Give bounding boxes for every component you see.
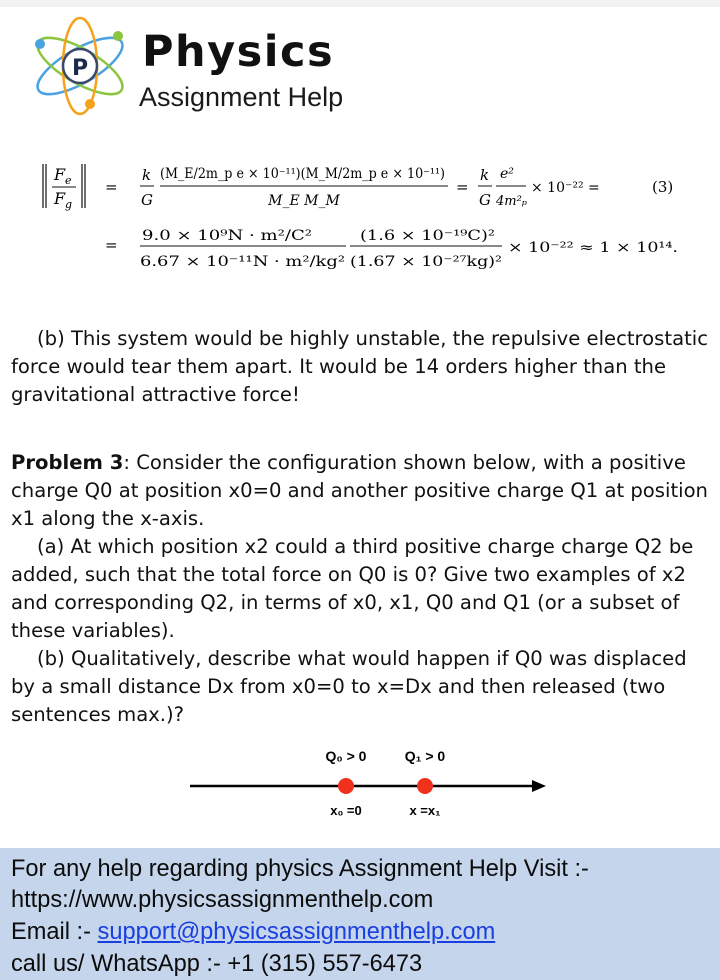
svg-text:=: = bbox=[105, 178, 118, 196]
logo-letter: P bbox=[71, 56, 89, 81]
lhs-numerator-sub: e bbox=[65, 174, 72, 187]
svg-text:e²: e² bbox=[500, 166, 514, 182]
q0-label: Q₀ > 0 bbox=[325, 748, 367, 764]
row2-frac1-denominator: 6.67 × 10⁻¹¹N · m²/kg² bbox=[140, 254, 345, 270]
part-b-paragraph bbox=[11, 325, 711, 409]
email-label: Email :- bbox=[11, 919, 98, 945]
email-link[interactable]: support@physicsassignmenthelp.com bbox=[97, 919, 496, 945]
problem3-part-b-paragraph bbox=[11, 645, 711, 729]
row1-denominator: M_E M_M bbox=[268, 193, 340, 209]
problem3-part-a: (a) At which position x2 could a third positive charge charge Q2 be added, such that the total force on Q0 is 0? Give two examples of x2 and corresponding Q2, in terms of x0, x1, Q0 and Q1 (or a subset of these variables). bbox=[11, 535, 694, 642]
svg-text:=: = bbox=[456, 178, 469, 196]
brand-subtitle: Assignment Help bbox=[139, 82, 344, 112]
q1-label: Q₁ > 0 bbox=[404, 748, 446, 764]
atom-logo-icon bbox=[28, 14, 132, 118]
charge-diagram bbox=[180, 740, 560, 830]
lhs-denominator: F bbox=[54, 189, 66, 208]
svg-text:=: = bbox=[105, 236, 118, 254]
row1-numerator: (M_E/2m_p e × 10⁻¹¹)(M_M/2m_p e × 10⁻¹¹) bbox=[160, 166, 445, 182]
footer-phone-line: call us/ WhatsApp :- +1 (315) 557-6473 bbox=[11, 951, 423, 977]
svg-text:4m²ₚ: 4m²ₚ bbox=[496, 194, 528, 209]
row2-frac2-numerator: (1.6 × 10⁻¹⁹C)² bbox=[360, 228, 495, 244]
x0-label: x₀ =0 bbox=[330, 803, 362, 818]
row2-result: × 10⁻²² ≈ 1 × 10¹⁴. bbox=[508, 240, 678, 256]
row2-frac2-denominator: (1.67 × 10⁻²⁷kg)² bbox=[350, 254, 502, 270]
problem3-label: Problem 3 bbox=[11, 451, 124, 474]
x1-label: x =x₁ bbox=[409, 803, 441, 818]
svg-text:G: G bbox=[479, 191, 491, 209]
row1-result: × 10⁻²² = bbox=[531, 180, 600, 196]
lhs-numerator: F bbox=[54, 165, 66, 184]
footer-contact-banner bbox=[0, 848, 720, 980]
footer-email-line bbox=[11, 919, 495, 946]
x-axis-arrow-icon bbox=[532, 780, 546, 792]
brand-title: Physics bbox=[142, 27, 335, 77]
footer-help-line: For any help regarding physics Assignment Help Visit :- bbox=[11, 856, 589, 882]
problem3-part-a-paragraph bbox=[11, 533, 711, 645]
problem3-intro: : Consider the configuration shown below, with a positive charge Q0 at position x0=0 and another positive charge Q1 at position x1 along the x-axis. bbox=[11, 451, 708, 530]
footer-website[interactable]: https://www.physicsassignmenthelp.com bbox=[11, 887, 434, 913]
problem3-intro-paragraph bbox=[11, 449, 711, 533]
k-constant: k bbox=[142, 166, 152, 184]
q0-charge-dot bbox=[338, 778, 354, 794]
g-constant: G bbox=[141, 191, 153, 209]
equation-block bbox=[40, 142, 710, 282]
q1-charge-dot bbox=[417, 778, 433, 794]
svg-text:k: k bbox=[480, 166, 490, 184]
problem3-part-b: (b) Qualitatively, describe what would happen if Q0 was displaced by a small distance Dx from x0=0 to x=Dx and then released (two sentences max.)? bbox=[11, 647, 687, 726]
part-b-text: (b) This system would be highly unstable, the repulsive electrostatic force would tear them apart. It would be 14 orders higher than the gravitational attractive force! bbox=[11, 327, 708, 406]
row2-frac1-numerator: 9.0 × 10⁹N · m²/C² bbox=[142, 228, 312, 244]
top-strip bbox=[0, 0, 720, 7]
lhs-denominator-sub: g bbox=[65, 198, 73, 211]
equation-number: (3) bbox=[652, 178, 674, 196]
